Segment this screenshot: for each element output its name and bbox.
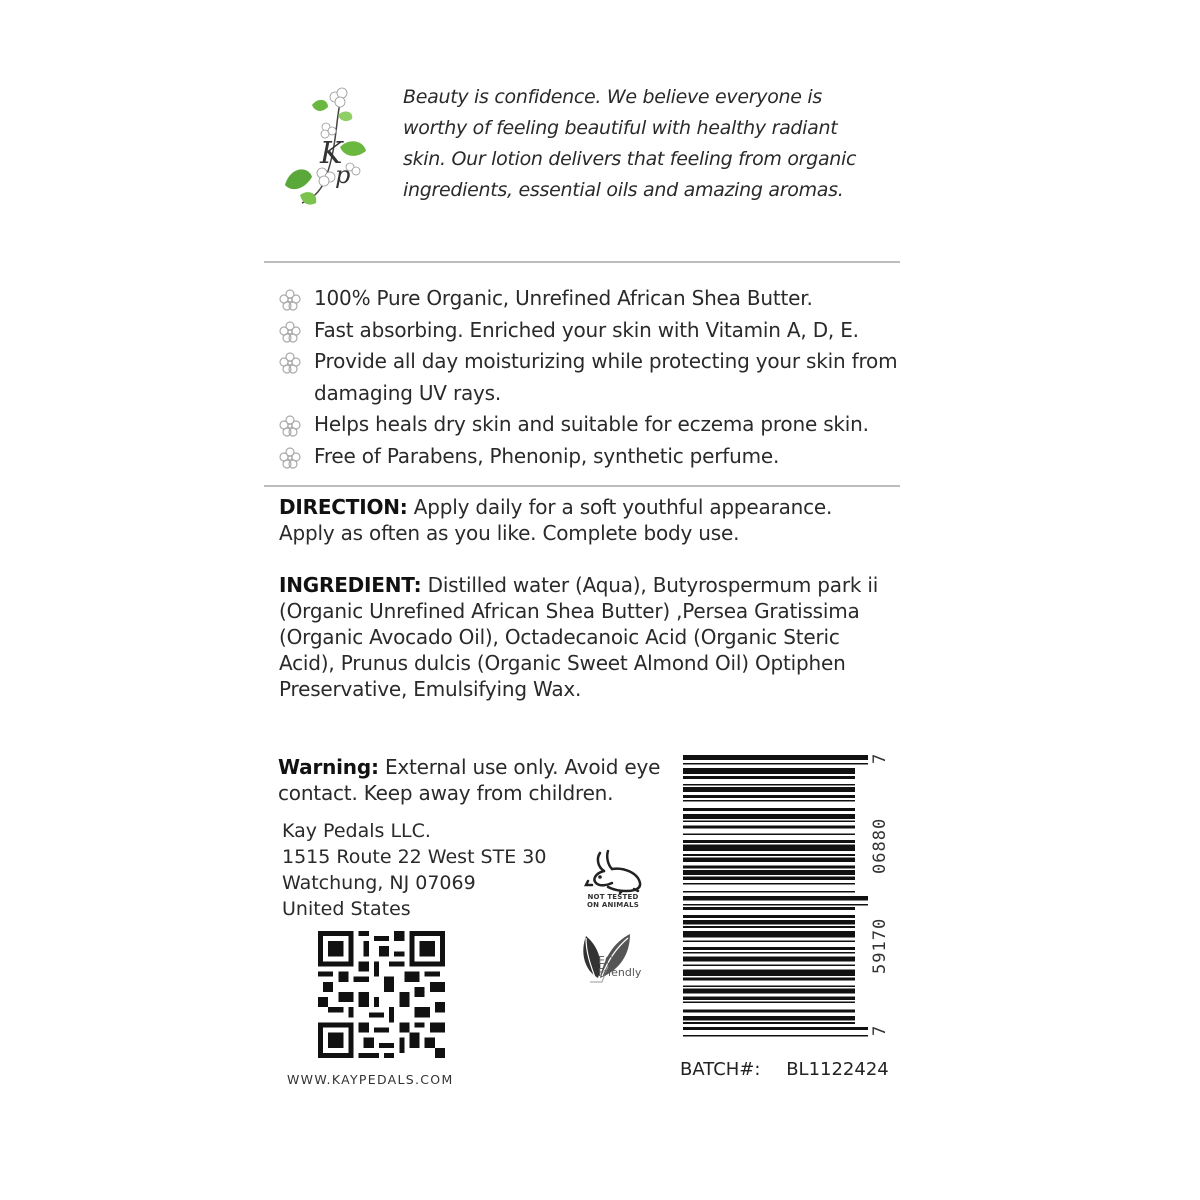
svg-text:p: p <box>335 161 351 189</box>
barcode-bar <box>683 787 855 792</box>
ingredient-text: Distilled water (Aqua), Butyrospermum park ii (Organic Unrefined African Shea Butter) ,Persea Gratissima (Organic Avocado Oil), Octadecanoic Acid (Organic Steric Acid), Prunus dulcis (Organic Sweet Almond Oil) Optiphen Preservative, Emulsifying Wax. <box>279 573 879 701</box>
barcode-bar <box>683 1027 868 1030</box>
barcode-bar <box>683 957 855 962</box>
eco-friendly-text: ECO Friendly <box>598 954 642 979</box>
barcode-bar <box>683 920 855 925</box>
batch-number <box>680 1059 889 1080</box>
flower-bullet-icon <box>278 288 302 312</box>
barcode-bar <box>683 814 855 819</box>
flower-bullet-icon <box>278 446 302 470</box>
list-item <box>278 409 898 441</box>
barcode-bar <box>683 854 855 856</box>
direction-section <box>279 494 879 546</box>
barcode-bar <box>683 1035 868 1037</box>
barcode-bar <box>683 997 855 1000</box>
barcode-icon <box>683 755 868 1040</box>
barcode-bar <box>683 784 855 786</box>
list-item <box>278 315 898 347</box>
feature-text: Provide all day moisturizing while protecting your skin from damaging UV rays. <box>314 349 898 405</box>
barcode-bar <box>683 965 855 967</box>
barcode-bar <box>683 941 855 943</box>
divider-middle <box>264 485 900 487</box>
barcode-bar <box>683 865 855 868</box>
not-tested-badge-text: NOT TESTED ON ANIMALS <box>586 893 639 909</box>
batch-label: BATCH#: <box>680 1059 761 1080</box>
barcode-bar <box>683 904 868 906</box>
barcode-bar <box>683 833 855 835</box>
barcode-bar <box>683 825 855 828</box>
warning-label: Warning: <box>278 755 379 779</box>
barcode-bar <box>683 1001 855 1003</box>
barcode-bar <box>683 877 855 880</box>
batch-value: BL1122424 <box>786 1059 889 1080</box>
divider-top <box>264 261 900 263</box>
flower-bullet-icon <box>278 351 302 375</box>
warning-text: External use only. Avoid eye contact. Keep away from children. <box>278 755 661 805</box>
svg-text:K: K <box>320 136 343 171</box>
barcode-bar <box>683 1009 855 1012</box>
barcode-bar <box>683 776 855 779</box>
company-name: Kay Pedals LLC. <box>282 820 431 842</box>
direction-label: DIRECTION: <box>279 495 408 519</box>
barcode-bar <box>683 755 868 760</box>
barcode-bar <box>683 907 855 910</box>
barcode-bar <box>683 763 868 765</box>
feature-list <box>278 283 898 473</box>
flower-bullet-icon <box>278 414 302 438</box>
address-city: Watchung, NJ 07069 <box>282 872 476 894</box>
list-item <box>278 441 898 473</box>
barcode-bar <box>683 891 855 893</box>
barcode-digits-group1: 06880 <box>870 817 890 874</box>
barcode-bar <box>683 977 855 980</box>
barcode-bar <box>683 1016 855 1021</box>
barcode-bar <box>683 845 855 851</box>
warning-section <box>278 754 678 806</box>
barcode-bar <box>683 896 868 901</box>
barcode-bar <box>683 795 855 798</box>
address-street: 1515 Route 22 West STE 30 <box>282 846 547 868</box>
address-country: United States <box>282 898 411 920</box>
feature-text: Helps heals dry skin and suitable for eczema prone skin. <box>314 412 869 437</box>
feature-text: Free of Parabens, Phenonip, synthetic perfume. <box>314 443 780 468</box>
list-item <box>278 346 898 409</box>
barcode-bar <box>683 947 855 950</box>
feature-text: Fast absorbing. Enriched your skin with Vitamin A, D, E. <box>314 317 859 342</box>
direction-text: Apply daily for a soft youthful appearance. Apply as often as you like. Complete body use. <box>279 495 833 545</box>
barcode-bar <box>683 926 855 928</box>
barcode-bar <box>683 821 855 823</box>
barcode-digit-first: 7 <box>870 752 890 764</box>
website-url: WWW.KAYPEDALS.COM <box>287 1072 454 1087</box>
barcode-digits-group2: 59170 <box>870 917 890 974</box>
barcode-bar <box>683 800 855 802</box>
brand-tagline: Beauty is confidence. We believe everyone is worthy of feeling beautiful with healthy radiant skin. Our lotion delivers that feeling from organic ingredients, essential oils and amazing aromas. <box>403 86 857 201</box>
barcode-digit-last: 7 <box>870 1024 890 1036</box>
barcode-bar <box>683 1022 855 1024</box>
kp-logo <box>280 85 375 210</box>
barcode-bar <box>683 883 855 885</box>
barcode-bar <box>683 952 855 954</box>
barcode-bar <box>683 768 855 774</box>
list-item <box>278 283 898 315</box>
flower-bullet-icon <box>278 320 302 344</box>
company-address <box>282 818 582 922</box>
ingredient-label: INGREDIENT: <box>279 573 422 597</box>
barcode-bar <box>683 857 855 862</box>
barcode-bar <box>683 840 855 843</box>
barcode-bar <box>683 985 855 987</box>
barcode-bar <box>683 870 855 875</box>
feature-text: 100% Pure Organic, Unrefined African Shea Butter. <box>314 286 813 310</box>
barcode-bar <box>683 989 855 994</box>
barcode-bar <box>683 915 855 918</box>
barcode-bar <box>683 931 855 937</box>
barcode-bar <box>683 808 855 811</box>
qr-code-icon <box>318 931 445 1058</box>
ingredient-section <box>279 572 899 702</box>
barcode-bar <box>683 969 855 975</box>
barcode-digits <box>870 746 900 1036</box>
